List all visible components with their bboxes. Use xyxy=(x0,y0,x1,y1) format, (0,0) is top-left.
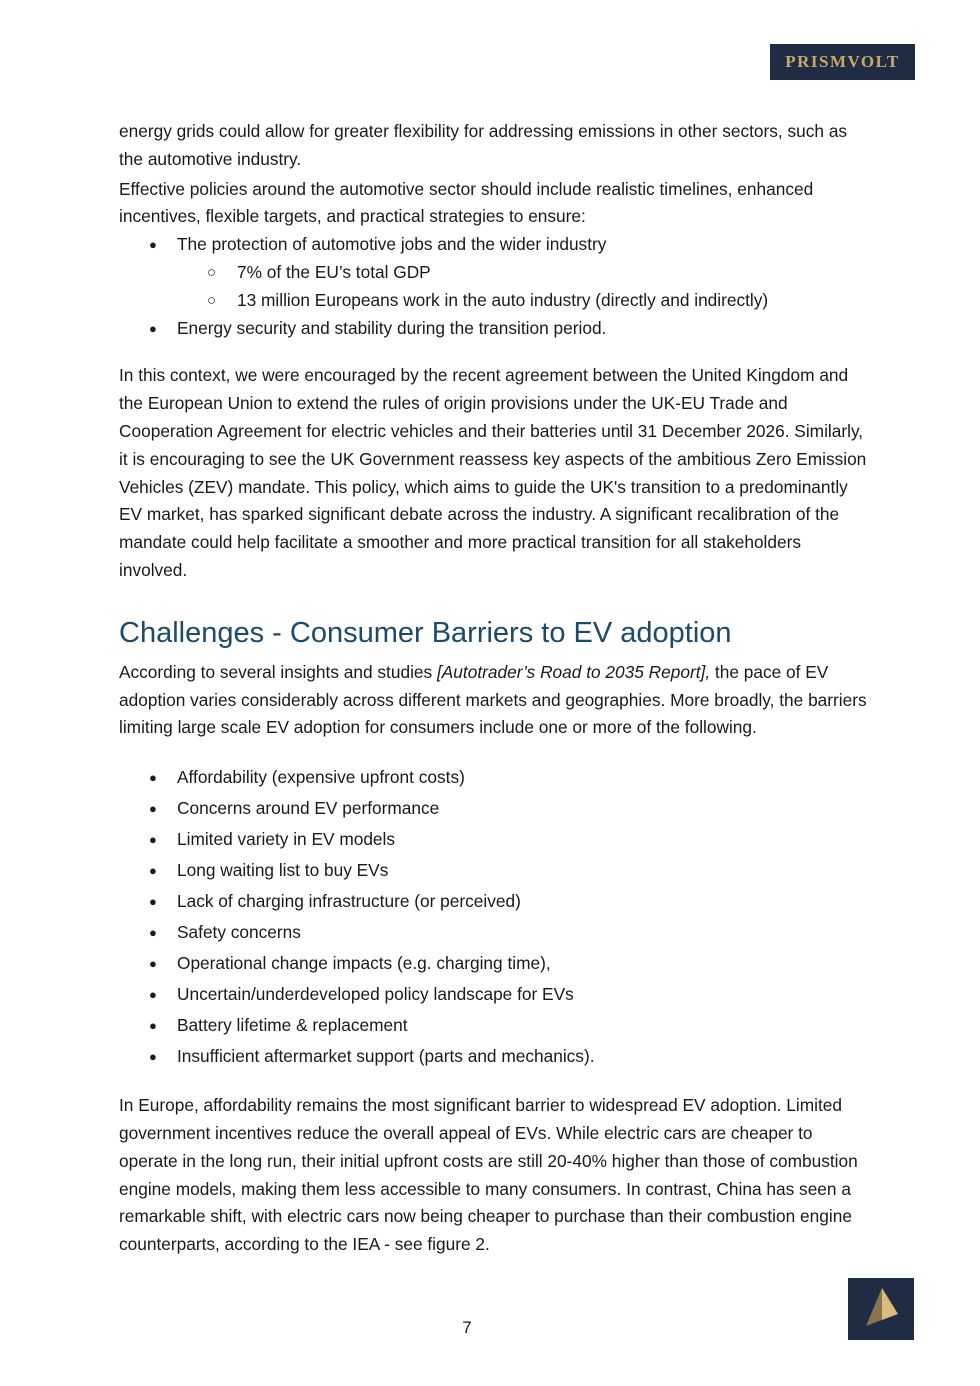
section-heading: Challenges - Consumer Barriers to EV adoption xyxy=(119,616,732,649)
brand-logo xyxy=(770,44,915,80)
corner-logo xyxy=(848,1278,914,1340)
list-item: ● The protection of automotive jobs and the wider industry xyxy=(119,231,867,259)
barriers-list xyxy=(119,762,867,1072)
paragraph-1: energy grids could allow for greater flexibility for addressing emissions in other sectors, such as the automotive industry. xyxy=(119,121,848,169)
document-body xyxy=(119,118,867,1259)
list-item: ● Concerns around EV performance xyxy=(119,793,867,824)
brand-name: PRISMVOLT xyxy=(785,52,900,71)
paragraph-4 xyxy=(119,659,867,742)
list-item: ● Insufficient aftermarket support (parts and mechanics). xyxy=(119,1041,867,1072)
paragraph-2: Effective policies around the automotive sector should include realistic timelines, enhanced incentives, flexible targets, and practical strategies to ensure: xyxy=(119,178,814,227)
list-item: ● Operational change impacts (e.g. charging time), xyxy=(119,948,867,979)
list-item: ● Energy security and stability during the transition period. xyxy=(119,315,867,343)
list-item: ● Lack of charging infrastructure (or perceived) xyxy=(119,886,867,917)
sub-list-item: ○ 7% of the EU’s total GDP xyxy=(119,259,867,287)
list-item: ● Battery lifetime & replacement xyxy=(119,1010,867,1041)
page-number: 7 xyxy=(462,1318,472,1337)
paragraph-4-end: the pace of EV adoption varies considerably across different markets and geographies. More broadly, the barriers limiting large scale EV adoption for consumers include one or more of the following. xyxy=(119,661,867,738)
list-item: ● Safety concerns xyxy=(119,917,867,948)
list-item: ● Uncertain/underdeveloped policy landscape for EVs xyxy=(119,979,867,1010)
citation: [Autotrader’s Road to 2035 Report], xyxy=(436,661,711,682)
list-item: ● Long waiting list to buy EVs xyxy=(119,855,867,886)
sub-list-item: ○ 13 million Europeans work in the auto industry (directly and indirectly) xyxy=(119,287,867,315)
paragraph-4-start: According to several insights and studies xyxy=(119,661,437,682)
list-item: ● Limited variety in EV models xyxy=(119,824,867,855)
policy-list xyxy=(119,231,867,342)
prism-icon xyxy=(848,1278,914,1340)
list-item: ● Affordability (expensive upfront costs) xyxy=(119,762,867,793)
paragraph-3: In this context, we were encouraged by the recent agreement between the United Kingdom and the European Union to extend the rules of origin provisions under the UK-EU Trade and Cooperation Agreement for electric vehicles and their batteries until 31 December 2026. Similarly, it is encouraging to see the UK Government reassess key aspects of the ambitious Zero Emission Vehicles (ZEV) mandate. This policy, which aims to guide the UK's transition to a predominantly EV market, has sparked significant debate across the industry. A significant recalibration of the mandate could help facilitate a smoother and more practical transition for all stakeholders involved. xyxy=(119,365,867,580)
paragraph-5: In Europe, affordability remains the most significant barrier to widespread EV adoption. Limited government incentives reduce the overall appeal of EVs. While electric cars are cheaper to operate in the long run, their initial upfront costs are still 20-40% higher than those of combustion engine models, making them less accessible to many consumers. In contrast, China has seen a remarkable shift, with electric cars now being cheaper to purchase than their combustion engine counterparts, according to the IEA - see figure 2. xyxy=(119,1095,858,1255)
